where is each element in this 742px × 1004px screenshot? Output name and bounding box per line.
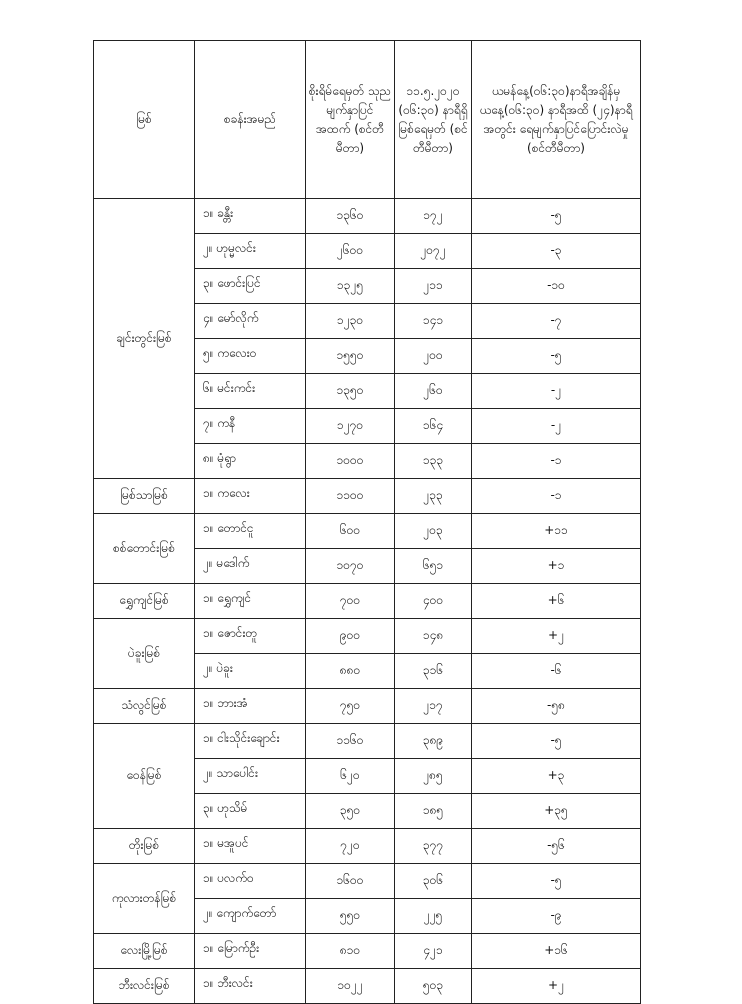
current-level-value: ၃၈၉: [395, 724, 472, 759]
station-name: ၄။ မော်လိုက်: [195, 304, 306, 339]
station-name: ၂။ ပဲခူး: [195, 654, 306, 689]
current-level-value: ၁၄၈: [395, 619, 472, 654]
level-change-value: +၁၁: [472, 514, 641, 549]
danger-level-value: ၁၀၇၀: [306, 549, 395, 584]
current-level-value: ၃၀၆: [395, 864, 472, 899]
current-level-value: ၄၂၁: [395, 934, 472, 969]
river-name: ပဲခူးမြစ်: [94, 619, 195, 689]
danger-level-value: ၁၁၀၀: [306, 479, 395, 514]
level-change-value: -၅: [472, 199, 641, 234]
station-name: ၅။ ကလေးဝ: [195, 339, 306, 374]
danger-level-value: ၁၃၅၀: [306, 374, 395, 409]
current-level-value: ၂၆၀: [395, 374, 472, 409]
river-name: ချင်းတွင်းမြစ်: [94, 199, 195, 479]
danger-level-value: ၉၀၀: [306, 619, 395, 654]
danger-level-value: ၁၂၇၀: [306, 409, 395, 444]
current-level-value: ၆၅၁: [395, 549, 472, 584]
danger-level-value: ၁၃၆၀: [306, 199, 395, 234]
danger-level-value: ၁၀၂၂: [306, 969, 395, 1004]
station-name: ၁။ ကလေး: [195, 479, 306, 514]
river-name: ရွှေကျင်မြစ်: [94, 584, 195, 619]
current-level-value: ၁၈၅: [395, 794, 472, 829]
level-change-value: -၁၀: [472, 269, 641, 304]
danger-level-value: ၁၀၀၀: [306, 444, 395, 479]
station-name: ၁။ ဘားအံ: [195, 689, 306, 724]
danger-level-value: ၁၁၆၀: [306, 724, 395, 759]
danger-level-value: ၆၀၀: [306, 514, 395, 549]
current-level-value: ၂၀၃: [395, 514, 472, 549]
danger-level-value: ၁၂၃၀: [306, 304, 395, 339]
danger-level-value: ၁၆၀၀: [306, 864, 395, 899]
river-name: မြစ်သာမြစ်: [94, 479, 195, 514]
level-change-value: +၁: [472, 549, 641, 584]
river-level-table: [93, 40, 641, 1004]
current-level-value: ၂၁၇: [395, 689, 472, 724]
danger-level-value: ၇၅၀: [306, 689, 395, 724]
level-change-value: +၃: [472, 759, 641, 794]
level-change-value: -၉: [472, 899, 641, 934]
station-name: ၁။ ခန္တီး: [195, 199, 306, 234]
table-row: [94, 584, 641, 619]
table-row: [94, 619, 641, 654]
danger-level-value: ၁၃၂၅: [306, 269, 395, 304]
danger-level-value: ၅၅၀: [306, 899, 395, 934]
danger-level-value: ၆၂၀: [306, 759, 395, 794]
station-name: ၁။ ဘီးလင်း: [195, 969, 306, 1004]
current-level-value: ၅၀၃: [395, 969, 472, 1004]
current-level-value: ၁၆၄: [395, 409, 472, 444]
level-change-value: -၇: [472, 304, 641, 339]
station-name: ၁။ တောင်ငူ: [195, 514, 306, 549]
station-name: ၈။ မုံရွာ: [195, 444, 306, 479]
river-name: တိုးမြစ်: [94, 829, 195, 864]
river-name: စစ်တောင်းမြစ်: [94, 514, 195, 584]
station-name: ၃။ ဟုသိမ်: [195, 794, 306, 829]
table-row: [94, 864, 641, 899]
station-name: ၂။ ကျောက်တော်: [195, 899, 306, 934]
station-name: ၁။ ဇောင်းတူ: [195, 619, 306, 654]
current-level-value: ၂၂၅: [395, 899, 472, 934]
danger-level-value: ၇၂၀: [306, 829, 395, 864]
current-level-value: ၂၃၃: [395, 479, 472, 514]
table-row: [94, 724, 641, 759]
current-level-value: ၂၈၅: [395, 759, 472, 794]
station-name: ၂။ သာပေါင်း: [195, 759, 306, 794]
river-name: ဝေန်မြစ်: [94, 724, 195, 829]
station-name: ၁။ ငါးသိုင်းချောင်း: [195, 724, 306, 759]
level-change-value: -၂: [472, 409, 641, 444]
level-change-value: -၁: [472, 479, 641, 514]
level-change-value: -၂: [472, 374, 641, 409]
table-row: [94, 829, 641, 864]
level-change-value: -၅: [472, 864, 641, 899]
river-name: လေးမြို့မြစ်: [94, 934, 195, 969]
table-row: [94, 199, 641, 234]
level-change-value: -၆: [472, 654, 641, 689]
level-change-value: +၃၅: [472, 794, 641, 829]
level-change-value: +၂: [472, 619, 641, 654]
level-change-value: +၂: [472, 969, 641, 1004]
level-change-value: -၃: [472, 234, 641, 269]
current-level-value: ၁၇၂: [395, 199, 472, 234]
current-level-value: ၂၀၀: [395, 339, 472, 374]
station-name: ၁။ မအူပင်: [195, 829, 306, 864]
level-change-value: -၅: [472, 724, 641, 759]
header-current-level: ၁၁.၅.၂၀၂၀ (၀၆:၃၀) နာရီရှိ မြစ်ရေမှတ် (စင်တီမီတာ): [395, 41, 472, 199]
danger-level-value: ၃၅၀: [306, 794, 395, 829]
station-name: ၂။ မဒေါက်: [195, 549, 306, 584]
current-level-value: ၁၃၃: [395, 444, 472, 479]
danger-level-value: ၈၁၀: [306, 934, 395, 969]
river-name: သံလွင်မြစ်: [94, 689, 195, 724]
danger-level-value: ၂၆၀၀: [306, 234, 395, 269]
level-change-value: -၅၈: [472, 689, 641, 724]
station-name: ၁။ ပလက်ဝ: [195, 864, 306, 899]
level-change-value: -၅၆: [472, 829, 641, 864]
table-row: [94, 479, 641, 514]
station-name: ၃။ ဖောင်းပြင်: [195, 269, 306, 304]
table-row: [94, 969, 641, 1004]
table-row: [94, 514, 641, 549]
station-name: ၂။ ဟုမ္မလင်း: [195, 234, 306, 269]
current-level-value: ၂၁၁: [395, 269, 472, 304]
danger-level-value: ၇၀၀: [306, 584, 395, 619]
level-change-value: -၁: [472, 444, 641, 479]
danger-level-value: ၈၈၀: [306, 654, 395, 689]
header-danger-level: စိုးရိမ်ရေမှတ် သုည မျက်နှာပြင် အထက် (စင်တီမီတာ): [306, 41, 395, 199]
current-level-value: ၂၀၇၂: [395, 234, 472, 269]
current-level-value: ၄၀၀: [395, 584, 472, 619]
level-change-value: +၁၆: [472, 934, 641, 969]
header-row: [94, 41, 641, 199]
table-row: [94, 689, 641, 724]
station-name: ၁။ မြောက်ဦး: [195, 934, 306, 969]
danger-level-value: ၁၅၅၀: [306, 339, 395, 374]
level-change-value: -၅: [472, 339, 641, 374]
table-body: [94, 199, 641, 1004]
current-level-value: ၁၄၁: [395, 304, 472, 339]
river-name: ဘီးလင်းမြစ်: [94, 969, 195, 1004]
station-name: ၇။ ကနီ: [195, 409, 306, 444]
header-station: စခန်းအမည်: [195, 41, 306, 199]
current-level-value: ၃၇၇: [395, 829, 472, 864]
header-change: ယမန်နေ့(၀၆:၃၀)နာရီအချိန်မှ ယနေ့(၀၆:၃၀) နာရီအထိ (၂၄)နာရီအတွင်း ရေမျက်နှာပြင်ပြောင်းလဲမှု (စင်တီမီတာ): [472, 41, 641, 199]
header-river: မြစ်: [94, 41, 195, 199]
station-name: ၆။ မင်းကင်း: [195, 374, 306, 409]
table-row: [94, 934, 641, 969]
level-change-value: +၆: [472, 584, 641, 619]
current-level-value: ၃၁၆: [395, 654, 472, 689]
station-name: ၁။ ရွှေကျင်: [195, 584, 306, 619]
river-name: ကုလားတန်မြစ်: [94, 864, 195, 934]
